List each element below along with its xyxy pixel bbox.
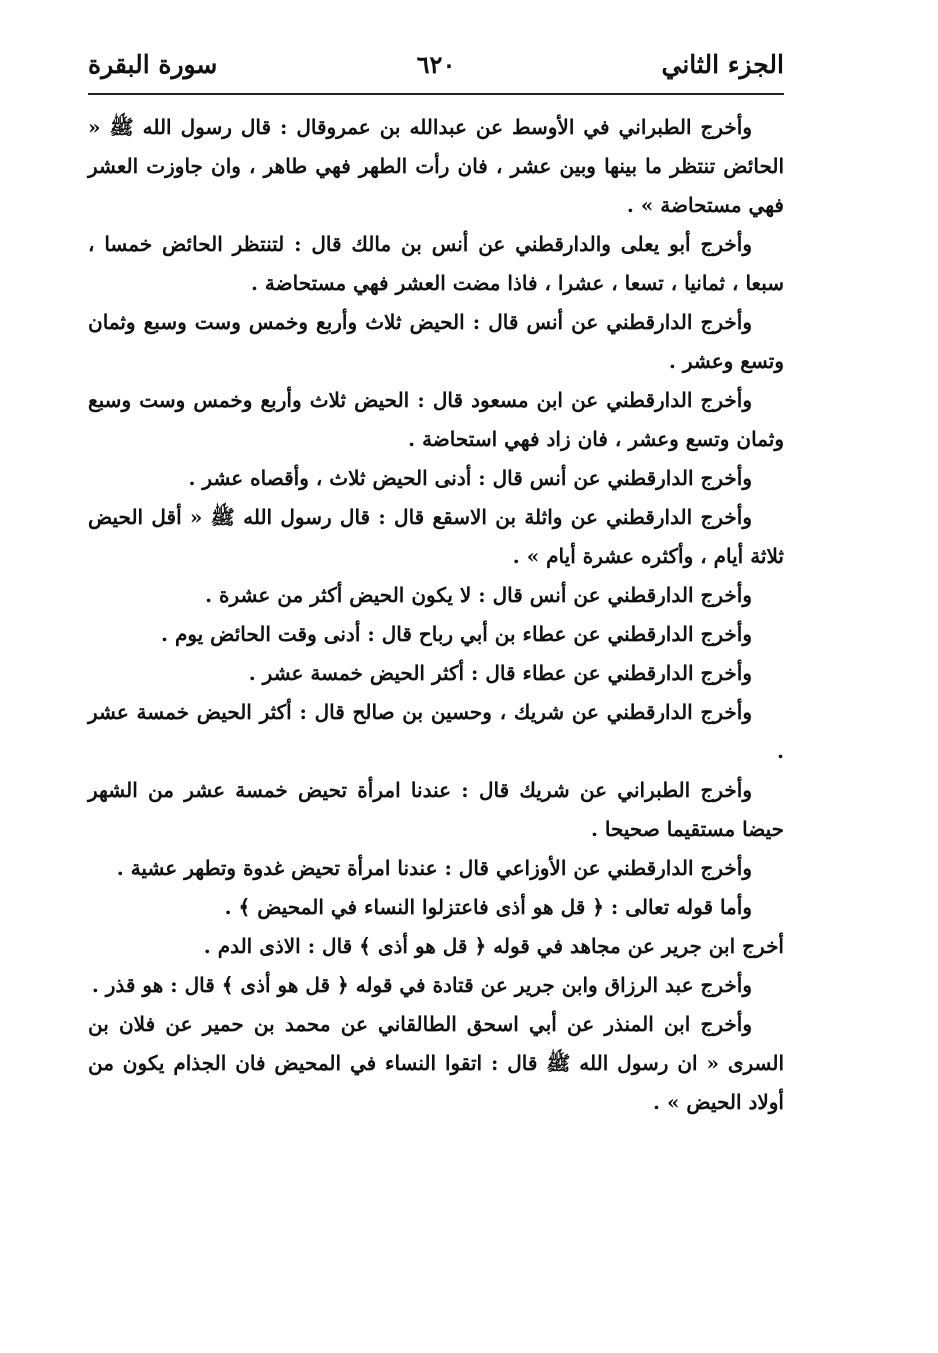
paragraph: وأخرج الدارقطني عن أنس قال : أدنى الحيض ثلاث ، وأقصاه عشر . [188,466,752,490]
paragraph: وأخرج الدارقطني عن واثلة بن الاسقع قال : قال رسول الله ﷺ « أقل الحيض ثلاثة أيام ، وأكثره عشرة أيام » . [88,505,784,568]
paragraph: وأخرج الدارقطني عن أنس قال : الحيض ثلاث وأربع وخمس وست وسبع وثمان وتسع وعشر . [88,310,784,373]
paragraph: وأخرج الدارقطني عن عطاء قال : أكثر الحيض خمسة عشر . [248,661,752,685]
paragraph: وأخرج الطبراني عن شريك قال : عندنا امرأة تحيض خمسة عشر من الشهر حيضا مستقيما صحيحا . [88,778,784,841]
paragraph: وأخرج الدارقطني عن ابن مسعود قال : الحيض ثلاث وأربع وخمس وست وسبع وثمان وتسع وعشر ، فان زاد فهي استحاضة . [88,388,784,451]
paragraph: وأما قوله تعالى : ﴿ قل هو أذى فاعتزلوا النساء في المحيض ﴾ . [224,895,752,919]
header-divider [88,93,784,95]
paragraph: وأخرج أبو يعلى والدارقطني عن أنس بن مالك قال : لتنتظر الحائض خمسا ، سبعا ، ثمانيا ، تسعا ، عشرا ، فاذا مضت العشر فهي مستحاضة . [88,232,784,295]
paragraph: وأخرج الدارقطني عن شريك ، وحسين بن صالح قال : أكثر الحيض خمسة عشر . [88,700,784,763]
page-body [88,108,784,1122]
paragraph: وأخرج عبد الرزاق وابن جرير عن قتادة في قوله ﴿ قل هو أذى ﴾ قال : هو قذر . [91,973,752,997]
paragraph: وأخرج ابن المنذر عن أبي اسحق الطالقاني عن محمد بن حمير عن فلان بن السرى « ان رسول الله ﷺ قال : اتقوا النساء في المحيض فان الجذام يكون من أولاد الحيض » . [88,1012,784,1114]
running-header [88,38,784,90]
paragraph: وأخرج الدارقطني عن أنس قال : لا يكون الحيض أكثر من عشرة . [205,583,752,607]
part-label: الجزء الثاني [661,49,784,79]
paragraph: أخرج ابن جرير عن مجاهد في قوله ﴿ قل هو أذى ﴾ قال : الاذى الدم . [203,934,784,958]
paragraph: وأخرج الدارقطني عن الأوزاعي قال : عندنا امرأة تحيض غدوة وتطهر عشية . [116,856,752,880]
surah-label: سورة البقرة [88,49,218,79]
paragraph: وأخرج الطبراني في الأوسط عن عبدالله بن عمروقال : قال رسول الله ﷺ « الحائض تنتظر ما بينها وبين عشر ، فان رأت الطهر فهي طاهر ، وان جاوزت العشر فهي مستحاضة » . [88,115,784,217]
paragraph: وأخرج الدارقطني عن عطاء بن أبي رباح قال : أدنى وقت الحائض يوم . [161,622,752,646]
page-number: ٦٢٠ [416,49,456,79]
